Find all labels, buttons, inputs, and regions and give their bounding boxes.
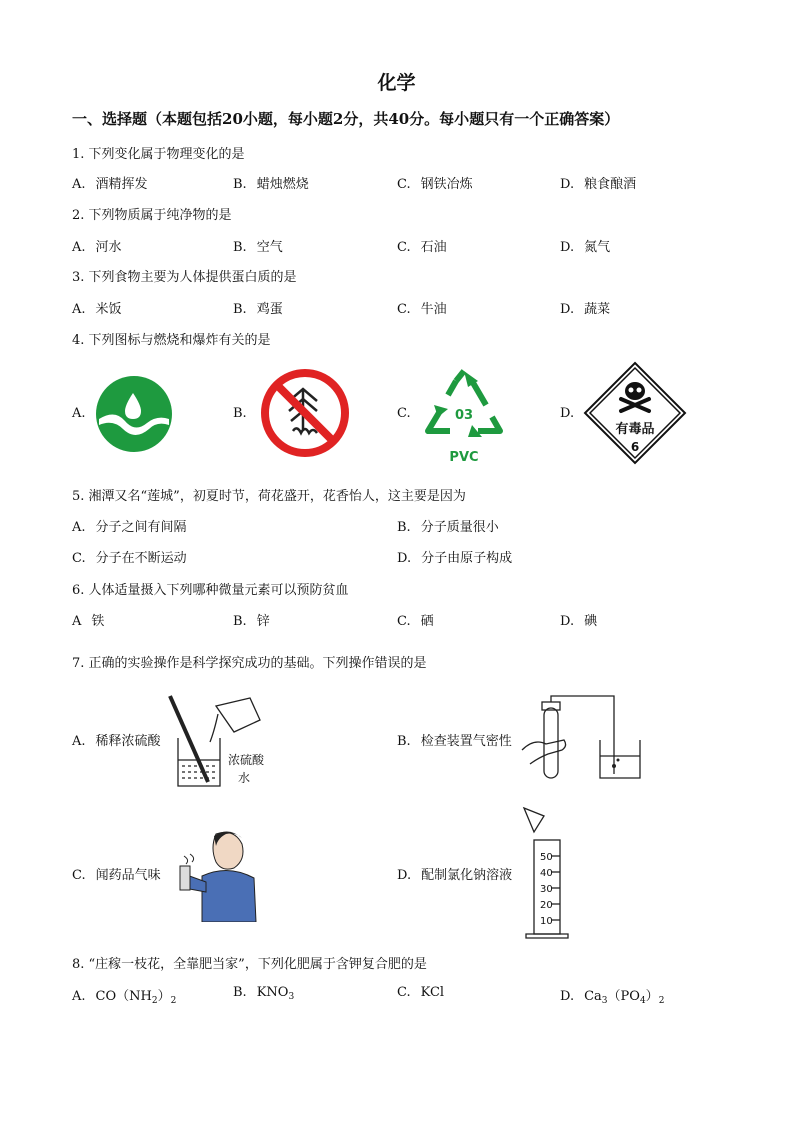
q4-option-b-label[interactable]: B. — [233, 406, 247, 421]
q1-option-a[interactable]: A. 酒精挥发 — [72, 177, 148, 192]
q8-option-c[interactable]: C. KCl — [397, 985, 445, 1000]
q2-option-a[interactable]: A. 河水 — [72, 240, 122, 255]
toxic-class: 6 — [630, 440, 640, 454]
toxic-substance-icon — [583, 361, 687, 465]
q8-option-a[interactable]: A. $CO(NH_2)_2$ — [72, 989, 177, 1006]
q6-option-b[interactable]: B. 锌 — [233, 614, 270, 629]
airtightness-figure — [518, 694, 668, 782]
water-saving-icon — [95, 375, 173, 453]
q5-option-d[interactable]: D. 分子由原子构成 — [397, 551, 513, 566]
q3-option-c[interactable]: C. 牛油 — [397, 302, 447, 317]
dilute-acid-figure — [164, 692, 276, 792]
cylinder-mark-40: 40 — [540, 868, 553, 879]
water-label: 水 — [238, 771, 251, 785]
question-4-stem: 4. 下列图标与燃烧和爆炸有关的是 — [72, 333, 271, 348]
q5-option-a[interactable]: A. 分子之间有间隔 — [72, 520, 187, 535]
q3-option-d[interactable]: D. 蔬菜 — [560, 302, 611, 317]
no-fire-prohibition-icon — [259, 367, 351, 459]
q3-option-a[interactable]: A. 米饭 — [72, 302, 122, 317]
cylinder-mark-20: 20 — [540, 900, 553, 911]
q4-option-c-label[interactable]: C. — [397, 406, 411, 421]
q1-option-d[interactable]: D. 粮食酿酒 — [560, 177, 637, 192]
q1-option-c[interactable]: C. 钢铁冶炼 — [397, 177, 473, 192]
q7-option-c[interactable]: C. 闻药品气味 — [72, 868, 161, 883]
section-heading: 一、选择题（本题包括20小题，每小题2分，共40分。每小题只有一个正确答案） — [72, 110, 620, 128]
q7-option-a[interactable]: A. 稀释浓硫酸 — [72, 734, 161, 749]
q2-option-b[interactable]: B. 空气 — [233, 240, 283, 255]
q2-option-d[interactable]: D. 氮气 — [560, 240, 611, 255]
q5-option-b[interactable]: B. 分子质量很小 — [397, 520, 499, 535]
toxic-label: 有毒品 — [615, 422, 655, 437]
recycle-name: PVC — [449, 450, 479, 465]
question-1-stem: 1. 下列变化属于物理变化的是 — [72, 147, 245, 162]
q1-option-b[interactable]: B. 蜡烛燃烧 — [233, 177, 309, 192]
q6-option-d[interactable]: D. 碘 — [560, 614, 598, 629]
q7-option-d[interactable]: D. 配制氯化钠溶液 — [397, 868, 513, 883]
page-title: 化学 — [377, 72, 416, 94]
q3-option-b[interactable]: B. 鸡蛋 — [233, 302, 283, 317]
cylinder-mark-50: 50 — [540, 852, 553, 863]
smell-chemical-figure — [176, 826, 260, 922]
acid-label: 浓硫酸 — [228, 753, 265, 767]
question-5-stem: 5. 湘潭又名“莲城”，初夏时节，荷花盛开，花香怡人，这主要是因为 — [72, 489, 466, 504]
q2-option-c[interactable]: C. 石油 — [397, 240, 447, 255]
graduated-cylinder-figure — [518, 804, 574, 940]
q5-option-c[interactable]: C. 分子在不断运动 — [72, 551, 187, 566]
q7-option-b[interactable]: B. 检查装置气密性 — [397, 734, 512, 749]
q8-option-b[interactable]: B. $KNO_3$ — [233, 985, 295, 1002]
question-7-stem: 7. 正确的实验操作是科学探究成功的基础。下列操作错误的是 — [72, 656, 427, 671]
q6-option-a[interactable]: A 铁 — [72, 614, 105, 629]
cylinder-mark-30: 30 — [540, 884, 553, 895]
question-3-stem: 3. 下列食物主要为人体提供蛋白质的是 — [72, 270, 297, 285]
question-6-stem: 6. 人体适量摄入下列哪种微量元素可以预防贫血 — [72, 583, 349, 598]
recycle-pvc-icon — [420, 367, 508, 467]
q6-option-c[interactable]: C. 硒 — [397, 614, 434, 629]
question-8-stem: 8. “庄稼一枝花，全靠肥当家”，下列化肥属于含钾复合肥的是 — [72, 957, 427, 972]
q4-option-d-label[interactable]: D. — [560, 406, 575, 421]
q8-option-d[interactable]: D. $Ca_3(PO_4)_2$ — [560, 989, 665, 1006]
cylinder-mark-10: 10 — [540, 916, 553, 927]
q4-option-a-label[interactable]: A. — [72, 406, 86, 421]
question-2-stem: 2. 下列物质属于纯净物的是 — [72, 208, 232, 223]
recycle-code: 03 — [454, 408, 474, 423]
